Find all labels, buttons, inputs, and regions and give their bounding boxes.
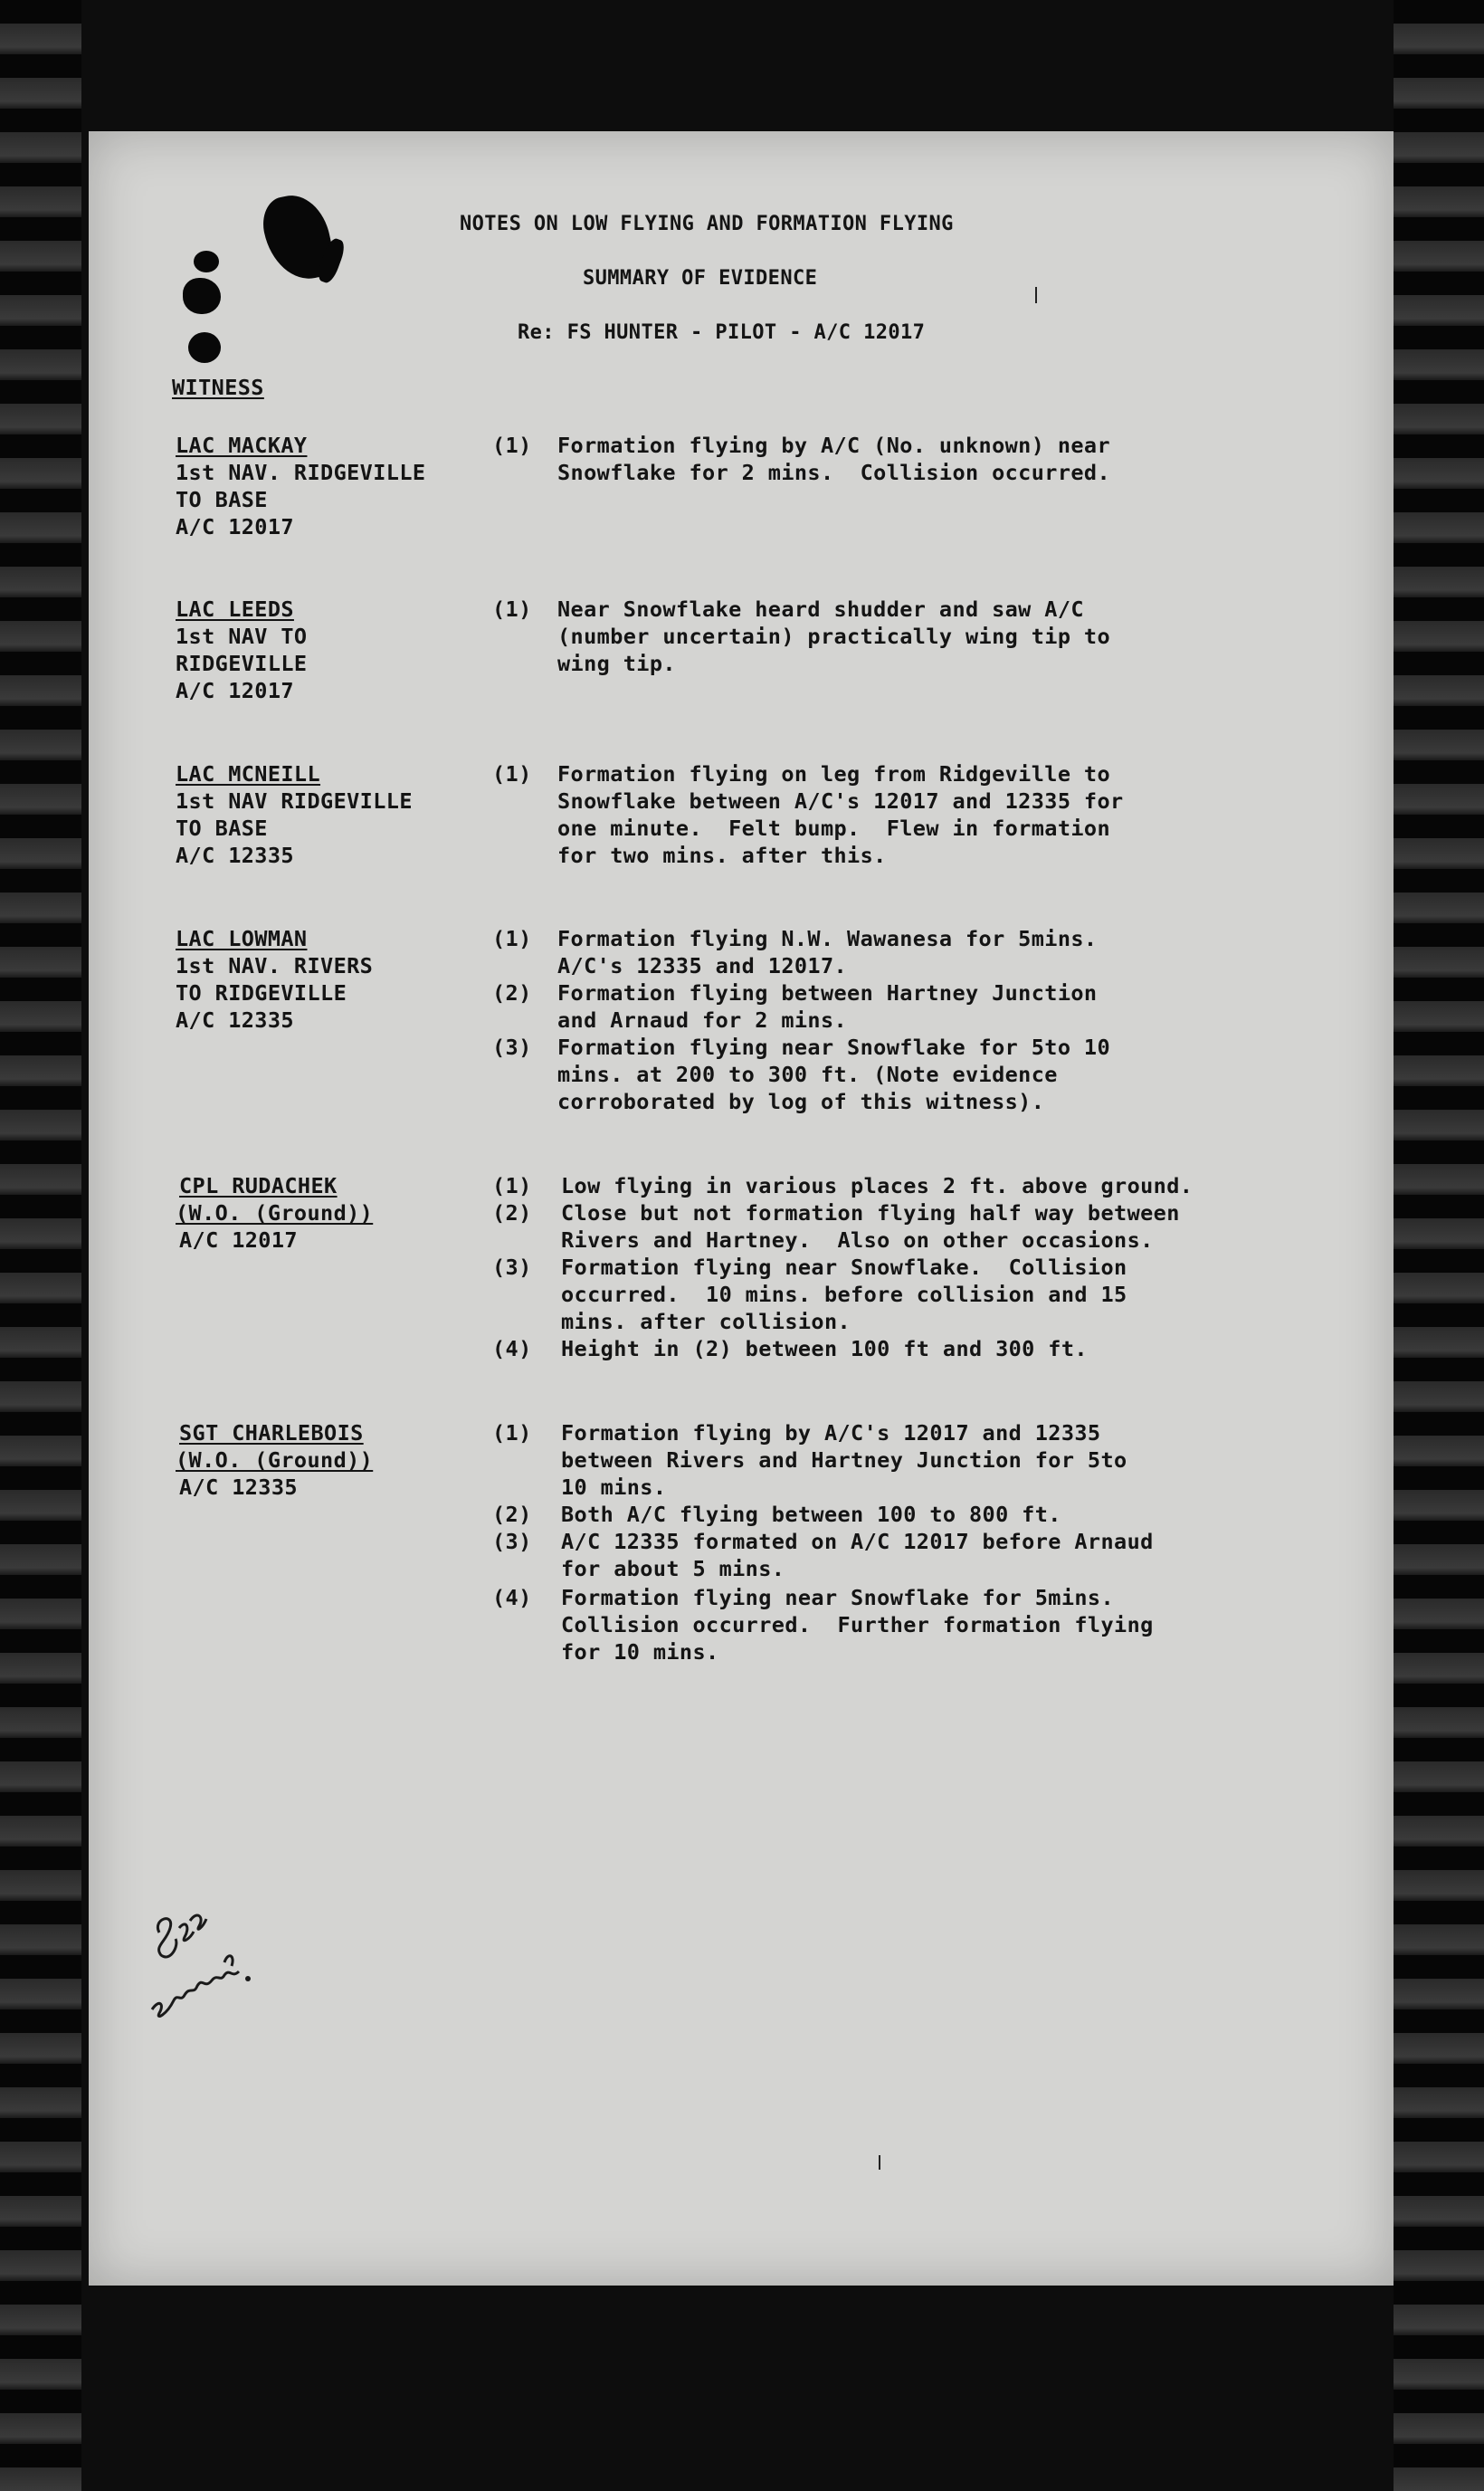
witness-detail: A/C 12017 [179,1227,298,1253]
evidence-line: A/C 12335 formated on A/C 12017 before Arnaud [561,1529,1154,1554]
witness-heading: WITNESS [172,375,264,400]
handwritten-annotation [134,1892,270,2046]
evidence-number: (3) [492,1035,532,1060]
evidence-line: Formation flying between Hartney Junction [557,980,1098,1006]
witness-name: LAC MCNEILL [176,761,321,787]
witness-detail: RIDGEVILLE [176,651,308,676]
witness-detail: 1st NAV. RIVERS [176,953,374,978]
witness-detail: A/C 12335 [176,843,294,868]
witness-detail: (W.O. (Ground)) [176,1200,374,1226]
evidence-number: (1) [492,433,532,458]
evidence-line: Formation flying near Snowflake. Collision [561,1255,1127,1280]
ink-blot [183,278,221,314]
evidence-line: for 10 mins. [561,1639,719,1665]
evidence-line: 10 mins. [561,1475,667,1500]
evidence-line: for two mins. after this. [557,843,887,868]
evidence-number: (1) [492,761,532,787]
witness-detail: A/C 12335 [179,1475,298,1500]
document-title: NOTES ON LOW FLYING AND FORMATION FLYING [460,213,954,235]
ink-blot [194,251,219,272]
film-strip-left [0,0,81,2491]
evidence-number: (3) [492,1255,532,1280]
stray-mark [1035,287,1037,303]
witness-name: LAC MACKAY [176,433,308,458]
evidence-number: (3) [492,1529,532,1554]
evidence-line: Formation flying by A/C's 12017 and 12335 [561,1420,1101,1446]
witness-detail: A/C 12335 [176,1007,294,1033]
witness-detail: A/C 12017 [176,678,294,703]
film-strip-right [1394,0,1484,2491]
witness-detail: TO RIDGEVILLE [176,980,347,1006]
witness-name: LAC LOWMAN [176,926,308,951]
evidence-number: (1) [492,1420,532,1446]
evidence-line: occurred. 10 mins. before collision and 15 [561,1282,1127,1307]
evidence-line: Snowflake for 2 mins. Collision occurred. [557,460,1111,485]
evidence-line: and Arnaud for 2 mins. [557,1007,848,1033]
evidence-line: between Rivers and Hartney Junction for 5to [561,1447,1127,1473]
evidence-line: A/C's 12335 and 12017. [557,953,848,978]
evidence-line: Height in (2) between 100 ft and 300 ft. [561,1336,1088,1361]
evidence-line: Low flying in various places 2 ft. above ground. [561,1173,1194,1198]
evidence-number: (1) [492,1173,532,1198]
evidence-line: mins. after collision. [561,1309,851,1334]
evidence-number: (1) [492,597,532,622]
document-subtitle: SUMMARY OF EVIDENCE [583,267,818,290]
witness-detail: TO BASE [176,816,268,841]
evidence-line: Formation flying N.W. Wawanesa for 5mins. [557,926,1098,951]
evidence-line: wing tip. [557,651,676,676]
evidence-number: (2) [492,980,532,1006]
witness-detail: 1st NAV RIDGEVILLE [176,788,413,814]
document-page [89,131,1394,2286]
evidence-line: for about 5 mins. [561,1556,785,1581]
evidence-line: corroborated by log of this witness). [557,1089,1045,1114]
evidence-number: (2) [492,1502,532,1527]
evidence-number: (4) [492,1585,532,1610]
stray-mark [879,2155,880,2170]
evidence-line: (number uncertain) practically wing tip to [557,624,1111,649]
evidence-number: (1) [492,926,532,951]
evidence-line: Formation flying near Snowflake for 5to 10 [557,1035,1111,1060]
evidence-number: (4) [492,1336,532,1361]
evidence-line: Formation flying by A/C (No. unknown) near [557,433,1111,458]
evidence-line: Rivers and Hartney. Also on other occasions. [561,1227,1154,1253]
document-reference: Re: FS HUNTER - PILOT - A/C 12017 [518,321,926,344]
witness-detail: 1st NAV TO [176,624,308,649]
witness-detail: A/C 12017 [176,514,294,539]
witness-name: SGT CHARLEBOIS [179,1420,364,1446]
witness-detail: TO BASE [176,487,268,512]
witness-detail: 1st NAV. RIDGEVILLE [176,460,426,485]
evidence-line: Collision occurred. Further formation flying [561,1612,1154,1637]
evidence-line: Formation flying near Snowflake for 5mins. [561,1585,1115,1610]
evidence-line: Snowflake between A/C's 12017 and 12335 for [557,788,1124,814]
evidence-line: Formation flying on leg from Ridgeville to [557,761,1111,787]
evidence-line: mins. at 200 to 300 ft. (Note evidence [557,1062,1058,1087]
evidence-line: Both A/C flying between 100 to 800 ft. [561,1502,1061,1527]
witness-detail: (W.O. (Ground)) [176,1447,374,1473]
evidence-number: (2) [492,1200,532,1226]
witness-name: LAC LEEDS [176,597,294,622]
witness-name: CPL RUDACHEK [179,1173,338,1198]
evidence-line: Near Snowflake heard shudder and saw A/C [557,597,1084,622]
ink-blot [188,332,221,363]
evidence-line: one minute. Felt bump. Flew in formation [557,816,1111,841]
evidence-line: Close but not formation flying half way between [561,1200,1180,1226]
